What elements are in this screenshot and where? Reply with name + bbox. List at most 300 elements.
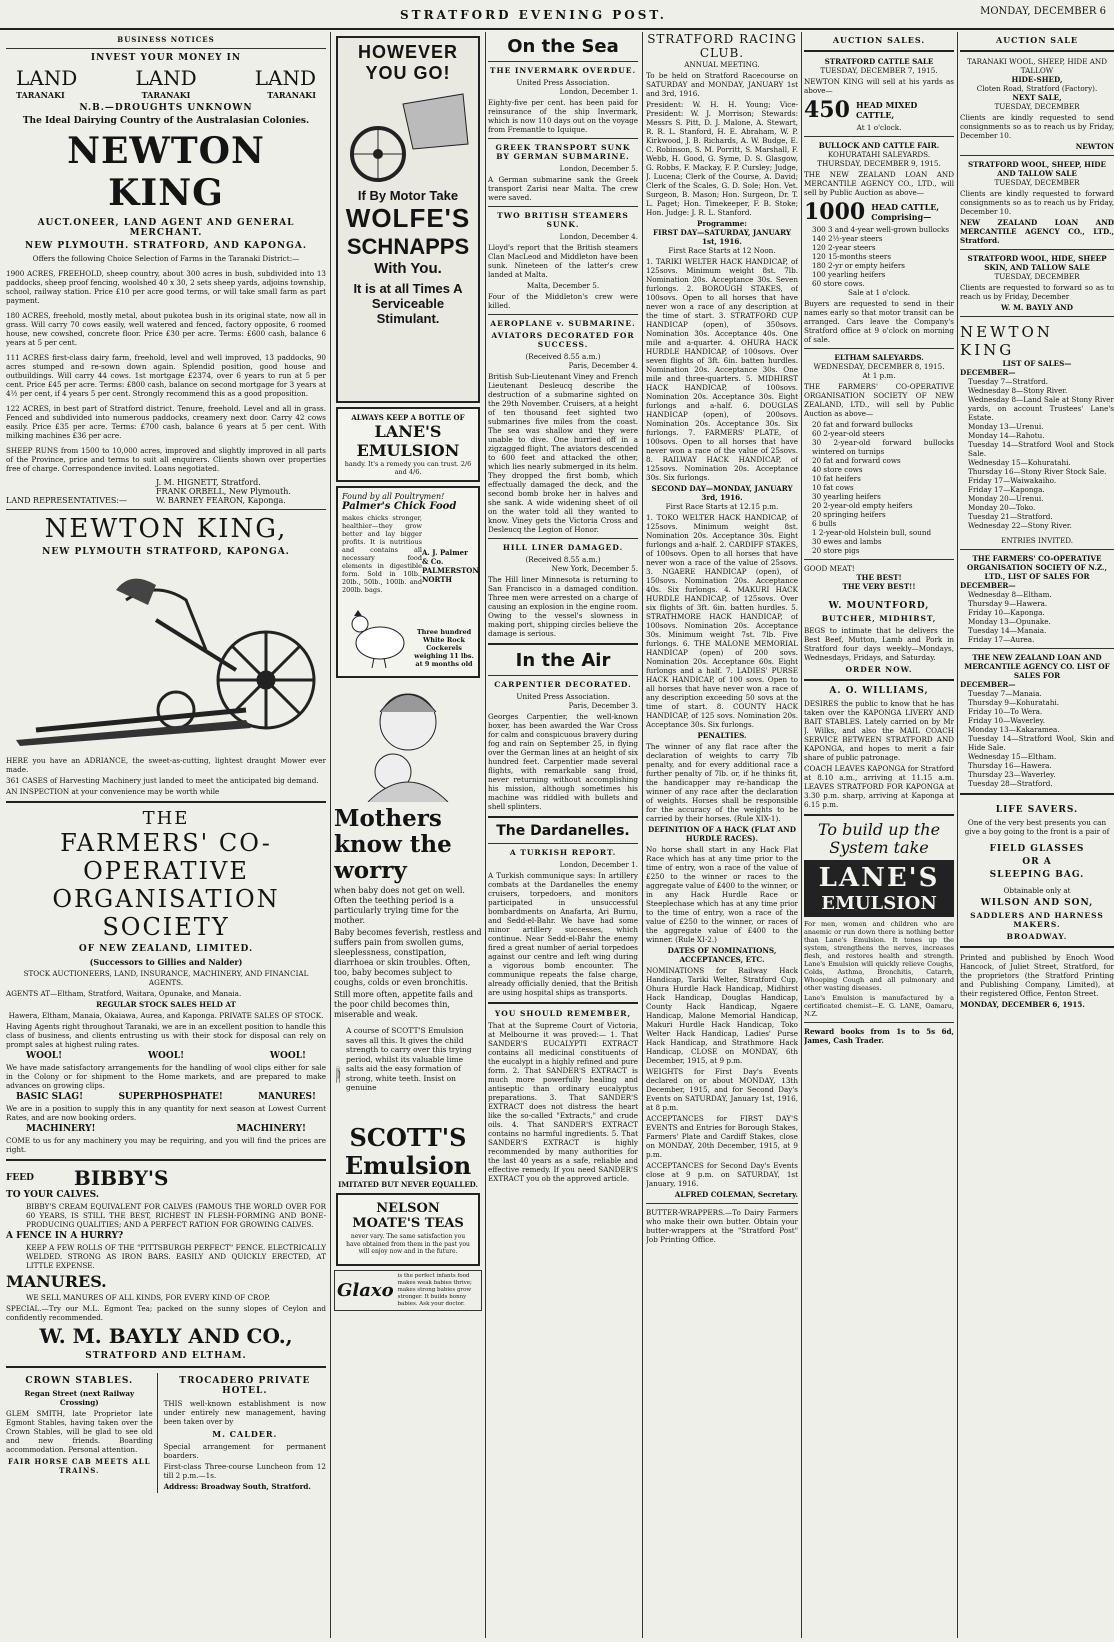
life-savers-text: One of the very best presents you can give a boy going to the front is a pair of (964, 818, 1110, 836)
imprint-date: MONDAY, DECEMBER 6, 1915. (960, 1000, 1085, 1009)
wilson-address: BROADWAY. (1006, 932, 1068, 941)
list-item: Wednesday 8—Stony River. (968, 386, 1068, 395)
mother-child-illustration (348, 682, 468, 802)
lanes-banner-name: LANE'S (818, 863, 940, 893)
received-time: (Received 8.55 a.m.) (525, 555, 601, 564)
bottom-ads (6, 1373, 326, 1493)
fcos-name-3: OF NEW ZEALAND, LIMITED. (78, 944, 254, 954)
auction-heading: AUCTION SALES. (832, 35, 926, 45)
list-item: Tuesday 14—Stratford Wool and Stock Sale. (968, 440, 1114, 458)
list-item: 20 fat and forward bullocks (812, 420, 913, 429)
quantity-number: 450 (804, 97, 850, 123)
second-day-races: 1. TOKO WELTER HACK HANDICAP, of 125sovs. Minimum weight 8st. Nomination 20s. Acceptance 30s. Eight furlongs and a-half. 2. CARDIFF STAKES, of 100sovs. Open to all horses that have never won a race of the value of 25sovs. 3. NGAERE HANDICAP (open), of 150sovs. Nomination 20s. Acceptance 40s. Six furlongs. 4. MAKURI HACK HURDLE HANDICAP, of 125sovs. Over six flights of 3ft. 6in. batten hurdles. 5. STRATHMORE HACK HANDICAP, of 100sovs. Nomination 20s. Acceptance 30s. Minimum weight 7st. 7lb. Five furlongs. 6. THE MALONE MEMORIAL HANDICAP (open) of 200 sovs. Nomination 20s. Acceptance 60s. Eight furlongs and a half. 7. LADIES' PURSE HACK HANDICAP, of 100 sovs. Open to all horses that have never won a race of any description exceeding 50 sovs at the time of start. 8. COUNTY HACK HANDICAP, of 125 sovs. Nomination 20s. Acceptance 30s. Six furlongs. (646, 513, 798, 729)
column-auction-sales (804, 32, 954, 1638)
sale-time: At 1 p.m. (862, 371, 896, 380)
list-item: Wednesday 15—Kohuratahi. (968, 458, 1071, 467)
meeting-details: To be held on Stratford Racecourse on SATURDAY and MONDAY, JANUARY 1st and 3rd, 1916. (646, 71, 798, 98)
wool-text: We have made satisfactory arrangements for the handling of wool clips either for sale in the Colony or for shipment to the Home markets, and are prepared to make advances on growing clips. (6, 1063, 326, 1090)
article-body: Eighty-five per cent. has been paid for reinsurance of the ship Invermark, which is now 110 days out on the voyage from Fremantle to Iquique. (488, 98, 638, 134)
wolfes-name: WOLFE'S (345, 203, 471, 233)
fcos-successors: (Successors to Gillies and Nalder) (89, 957, 243, 967)
headline: AVIATORS DECORATED FOR SUCCESS. (491, 331, 635, 349)
list-item: 20 store pigs (812, 546, 860, 555)
williams-name: A. O. WILLIAMS, (829, 686, 929, 696)
list-item: Friday 17—Aurea. (968, 635, 1035, 644)
column-business-notices (6, 32, 326, 1638)
list-item: 30 2-year-old forward bullocks wintered on turnips (812, 438, 954, 456)
sale-date: THURSDAY, DECEMBER 9, 1915. (817, 159, 941, 168)
dateline: Paris, December 4. (568, 361, 638, 370)
palmers-chick-food-ad (336, 486, 480, 678)
headline: GREEK TRANSPORT SUNK BY GERMAN SUBMARINE. (495, 143, 631, 161)
dateline: London, December 1. (559, 860, 638, 869)
penalties-heading: PENALTIES. (697, 731, 747, 740)
troc-boarders: Special arrangement for permanent boarders. (163, 1442, 326, 1460)
rep-name: W. BARNEY FEARON, Kaponga. (156, 496, 286, 505)
scotts-name: SCOTT'S Emulsion (344, 1123, 472, 1180)
list-item: 10 fat cows (812, 483, 854, 492)
column-rule (957, 32, 958, 1638)
list-item: Tuesday 28—Stratford. (968, 779, 1053, 788)
butcher-title: BUTCHER, MIDHIRST, (821, 614, 937, 623)
sale-date: TUESDAY, DECEMBER (994, 272, 1080, 281)
scotts-block (334, 1024, 482, 1124)
butcher-text: BEGS to intimate that he delivers the Best Beef, Mutton, Lamb and Pork in Stratford four days weekly—Mondays, Wednesdays, Fridays, and Saturday. (804, 626, 954, 662)
butter-wrappers-notice: BUTTER-WRAPPERS.—To Dairy Farmers who make their own butter. Obtain your butter-wrappers at the "Stratford Post" Job Printing Office. (646, 1208, 798, 1244)
glaxo-ad (334, 1270, 482, 1311)
fcos-places: Hawera, Eltham, Manaia, Okaiawa, Aurea, and Kaponga. PRIVATE SALES OF STOCK. (8, 1011, 324, 1020)
williams-text: DESIRES the public to know that he has taken over the KAPONGA LIVERY AND BAIT STABLES. Lately carried on by Mr J. Wilks, and also the MAIL COACH SERVICE BETWEEN STRATFORD AND KAPONGA, and hopes to merit a fair share of public patronage. (804, 699, 954, 762)
offers-line: Offers the following Choice Selection of Farms in the Taranaki District:— (32, 254, 300, 263)
acceptances-text-2: ACCEPTANCES for Second Day's Events close at 9 p.m. on SATURDAY, 1st January, 1916. (646, 1161, 798, 1188)
droughts-line: N.B.—DROUGHTS UNKNOWN (79, 103, 253, 113)
month-heading: DECEMBER— (960, 581, 1016, 590)
fcos-sales-list (960, 590, 1114, 644)
list-item: Monday 14—Rahotu. (968, 431, 1045, 440)
mower-illustration (6, 560, 326, 750)
bibbys-head (6, 1166, 326, 1190)
penalties-text: The winner of any flat race after the declaration of weights to carry 7lb penalty, and for every additional race a further penalty of 7lb. or, if he thinks fit, the handicapper may re-handicap the winner of any race after the declaration of weights. Horses shall be responsible for the accuracy of the weights to be carried by their horses. (Rule XIX-1). (646, 742, 798, 823)
seller-name: NEWTON (1075, 142, 1114, 151)
dardanelles-heading: The Dardanelles. (496, 823, 630, 839)
list-item: Tuesday 14—Stratford Wool, Skin and Hide Sale. (968, 734, 1114, 752)
manures-heading: MANURES. (6, 1272, 107, 1291)
section-heading: BUSINESS NOTICES (117, 35, 215, 44)
land-word: LAND (254, 66, 316, 90)
palmer-company: A. J. Palmer & Co. PALMERSTON NORTH (422, 548, 479, 584)
list-item: 300 3 and 4-year well-grown bullocks (812, 225, 950, 234)
butcher-name: W. MOUNTFORD, (828, 601, 930, 611)
fence-heading: A FENCE IN A HURRY? (6, 1231, 124, 1241)
list-item: 1 2-year-old Holstein bull, sound (812, 528, 932, 537)
list-item: 20 2-year-old empty heifers (812, 501, 913, 510)
list-item: Tuesday 7—Stratford. (968, 377, 1049, 386)
list-sales-heading: LIST OF SALES— (1002, 359, 1072, 368)
sale-title: BULLOCK AND CATTLE FAIR. (818, 141, 940, 150)
list-item: Wednesday 8—Eltham. (968, 590, 1052, 599)
fcos-name-1: FARMERS' CO-OPERATIVE (60, 829, 272, 885)
newton-king-title: NEWTON KING (67, 130, 265, 214)
list-item: Friday 17—Waiwakaiho. (968, 476, 1057, 485)
fcos-sales-title: THE FARMERS' CO-OPERATIVE ORGANISATION SOCIETY OF N.Z., LTD., LIST OF SALES FOR (967, 554, 1107, 581)
sale-text: NEWTON KING will sell at his yards as above— (804, 77, 954, 95)
article-body: British Sub-Lieutenant Viney and French Lieutenant Desleucq describe the destruction of a submarine sighted on the 29th November. Cruisers, at a height of ten thousand feet sighted two submarines five miles from the coast. The sea was shallow and they were unable to dive. One hurried off in a zigzagged flight. The aviators descended to 600 feet and attacked the other, which lies nearly submerged in its helm. They dropped the first bomb, which effectually damaged the deck, and the second bomb broke her in halves and she sank. A wide widening sheet of oil on the water told all they wanted to know. Viney gets the Victoria Cross and Desleucq the Legion of Honor. (488, 372, 638, 534)
farm-listing: 111 ACRES first-class dairy farm, freehold, level and well improved, 13 paddocks, 90 acres stumped and re-sown down again. Splendid position, good house and outbuildings. Will carry 44 cows. 1st mortgage £2374, over 6 years to run at 5 per cent. Price £45 per acre. Terms: £800 cash, balance on second mortgage for 3 years at 4½ per cent, if 4 years 5 per cent. Strongly recommend this as a good proposition. (6, 353, 326, 398)
sale-title: STRATFORD CATTLE SALE (824, 57, 934, 66)
basic-slag: BASIC SLAG! (16, 1092, 84, 1102)
auctioneer-line: AUCT.ONEER, LAND AGENT AND GENERAL MERCHANT. (37, 218, 295, 238)
weights-text: WEIGHTS for First Day's Events declared on or about MONDAY, 13th December, 1915, and for Second Day's Events on SATURDAY, January 1st, 1916, at 8 p.m. (646, 1067, 798, 1112)
crown-title: CROWN STABLES. (25, 1376, 134, 1386)
column-news (488, 32, 638, 1638)
headline: TWO BRITISH STEAMERS SUNK. (497, 211, 629, 229)
troc-owner: M. CALDER. (212, 1429, 278, 1439)
lanes-banner-emulsion: EMULSION (821, 893, 937, 914)
list-item: 180 2-yr or empty heifers (812, 261, 905, 270)
clients-note: Clients are kindly requested to forward consignments so as to reach us by Friday, December 10. (960, 189, 1114, 216)
article-body: A Turkish communique says: In artillery combats at the Dardanelles the enemy cruisers, torpedoers, and monitors participated in unsuccessful bombardments on Anafarta, Ari Burnu, and Sedd-el-Bahr. We have had some minor artillery successes, which continue. Near Sedd-el-Bahr the enemy fired a great number of aerial torpedoes against our centre and left wing during a vigorous bomb encounter. The communique repeats the false charge, already officially denied, that the British are using hospital ships as transports. (488, 871, 638, 997)
harvest-line: 361 CASES of Harvesting Machinery just landed to meet the anticipated big demand. (6, 776, 319, 785)
sale-location: HIDE-SHED, (1011, 75, 1063, 84)
definition-heading: DEFINITION OF A HACK (FLAT AND HURDLE RACES). (648, 825, 796, 843)
meat-heading: GOOD MEAT! (804, 564, 855, 573)
list-item: Tuesday 7—Manaia. (968, 689, 1042, 698)
representatives (6, 478, 326, 505)
month-heading: DECEMBER— (960, 680, 1016, 689)
headline: A TURKISH REPORT. (509, 848, 617, 857)
motor-car-illustration (343, 84, 473, 184)
auction-heading: AUCTION SALE (995, 35, 1079, 45)
column-rule (801, 32, 802, 1638)
sale-text: THE FARMERS' CO-OPERATIVE ORGANISATION SOCIETY OF NEW ZEALAND, LTD., will sell by Public Auction as above— (804, 382, 954, 418)
wool-row (6, 1051, 326, 1061)
list-item: 20 springing heifers (812, 510, 886, 519)
taranaki-row (6, 90, 326, 100)
entries-invited: ENTRIES INVITED. (1000, 536, 1074, 545)
lanes-sub: handy. It's a remedy you can trust. 2/6 and 4/6. (344, 460, 472, 476)
column-rule (642, 32, 643, 1638)
fcos-agents: AGENTS AT—Eltham, Stratford, Waitara, Opunake, and Manaia. (6, 989, 242, 998)
trocadero-ad (164, 1373, 326, 1493)
masthead (0, 0, 1114, 30)
crown-stables-ad (6, 1373, 158, 1493)
sale-date: TUESDAY, DECEMBER (994, 178, 1080, 187)
headline: THE INVERMARK OVERDUE. (489, 66, 637, 75)
list-item: Friday 10—To Wera. (968, 707, 1043, 716)
wool-word: WOOL! (26, 1051, 63, 1061)
list-item: Monday 13—Kakaramea. (968, 725, 1060, 734)
bibbys-word: BIBBY'S (73, 1166, 169, 1190)
sale-date: WEDNESDAY, DECEMBER 8, 1915. (813, 362, 945, 371)
programme-heading: Programme: (697, 219, 747, 228)
calves-line: TO YOUR CALVES. (6, 1190, 99, 1200)
troc-text: THIS well-known establishment is now under entirely new management, having been taken over by (163, 1399, 326, 1426)
sale-address: Cloten Road, Stratford (Factory). (976, 84, 1098, 93)
list-item: Thursday 16—Stony River Stock Sale. (968, 467, 1107, 476)
fcos-the: THE (142, 808, 190, 829)
rep-name: FRANK ORBELL, New Plymouth. (156, 487, 291, 496)
ideal-line: The Ideal Dairying Country of the Australasian Colonies. (22, 116, 310, 126)
list-item: 10 fat heifers (812, 474, 861, 483)
glaxo-name: Glaxo (337, 1279, 394, 1301)
dateline: Paris, December 3. (568, 701, 638, 710)
towns-line-2: NEW PLYMOUTH STRATFORD, KAPONGA. (42, 547, 290, 557)
list-item: 6 bulls (812, 519, 837, 528)
next-sale: NEXT SALE, (1012, 93, 1062, 102)
taranaki-word: TARANAKI (141, 90, 191, 100)
imprint: Printed and published by Enoch Wood Hancock, of Juliet Street, Stratford, for the proprietors (the Stratford Printing and Publishing Company, Limited), at their registered Office, Fenton Street. (960, 953, 1114, 998)
list-item: 60 2-year-old steers (812, 429, 885, 438)
sale-date: TUESDAY, DECEMBER 7, 1915. (820, 66, 938, 75)
palmer-text: makes chicks stronger, healthier—they grow better and lay bigger profits. It is nutritious and contains all necessary food elements in digestible form. Sold in 10lb., 20lb., 50lb., 100lb. and 200lb. bags. (342, 514, 422, 594)
superphosphate: SUPERPHOSPHATE! (118, 1092, 223, 1102)
coach-times: COACH LEAVES KAPONGA for Stratford at 8.10 a.m., arriving at 11.15 a.m. LEAVES STRATFORD FOR KAPONGA at 3.30 p.m. sharp, arriving at Kaponga at 6.15 p.m. (804, 764, 954, 809)
reps-label: LAND REPRESENTATIVES:— (6, 496, 128, 505)
towns-line: NEW PLYMOUTH. STRATFORD, AND KAPONGA. (25, 241, 307, 251)
or-a: OR A (1022, 857, 1052, 867)
dateline: Malta, December 5. (526, 281, 600, 290)
crown-address: Regan Street (next Railway Crossing) (24, 1389, 135, 1407)
obtainable-line: Obtainable only at (1003, 886, 1071, 895)
list-item: Thursday 9—Hawera. (968, 599, 1048, 608)
wool-word: WOOL! (269, 1051, 306, 1061)
list-item: 30 yearling heifers (812, 492, 881, 501)
mothers-headline: Mothers know the worry (334, 805, 452, 884)
cattle-list (804, 225, 954, 288)
month-heading: DECEMBER— (960, 368, 1016, 377)
list-item: Friday 10—Waverley. (968, 716, 1046, 725)
machinery-text: COME to us for any machinery you may be requiring, and you will find the prices are right. (6, 1136, 326, 1154)
wire-credit: United Press Association. (516, 78, 610, 87)
article-body: Four of the Middleton's crew were killed. (488, 292, 638, 310)
sale-quantity (804, 97, 954, 123)
reward-books: Reward books from 1s to 5s 6d, James, Cash Trader. (804, 1027, 954, 1045)
mothers-text: when baby does not get on well. Often the teething period is a particularly trying time for the mother. (334, 886, 465, 925)
land-word: LAND (16, 66, 78, 90)
farm-listing: 122 ACRES, in best part of Stratford district. Tenure, freehold. Level and all in grass. Fenced and subdivided into numerous paddocks, creamery next door. Carry 42 cows easily. Price £35 per acre. Terms: £700 cash, balance 6 years at 5 per cent. With milking machines £36 per acre. (6, 404, 326, 440)
wolfes-if-by: If By Motor Take (357, 188, 459, 203)
field-glasses: FIELD GLASSES (989, 844, 1085, 854)
column-rule (330, 32, 331, 1638)
list-item: Friday 17—Kaponga. (968, 485, 1045, 494)
wilson-trade: SADDLERS AND HARNESS MAKERS. (970, 911, 1104, 929)
list-item: Tuesday 21—Stratford. (968, 512, 1053, 521)
list-item: 20 fat and forward cows (812, 456, 901, 465)
fisherman-illustration (334, 1024, 342, 1124)
second-day-heading: SECOND DAY—MONDAY, JANUARY 3rd, 1916. (651, 484, 793, 502)
nelson-name: NELSON MOATE'S TEAS (352, 1201, 464, 1231)
clients-note: Clients are kindly requested to send consignments so as to reach us by Friday, December 10. (960, 113, 1114, 140)
wire-credit: United Press Association. (516, 692, 610, 701)
list-item: 120 15-months steers (812, 252, 892, 261)
lanes-headline: To build up the System take (817, 820, 941, 857)
fcos-having: Having Agents right throughout Taranaki, we are in an excellent position to handle this class of business, and clients entrusting us with their stock for disposal can rely on prompt sales at highest ruling rates. (6, 1022, 326, 1049)
wool-word: WOOL! (147, 1051, 185, 1061)
annual-meeting: ANNUAL MEETING. (684, 60, 760, 69)
quantity-label: HEAD MIXED CATTLE, (855, 100, 918, 120)
column-rule (485, 32, 486, 1638)
stock-list (804, 420, 954, 555)
list-item: Monday 20—Urenui. (968, 494, 1044, 503)
article-body: That at the Supreme Court of Victoria, at Melbourne it was proved:— 1. That SANDER'S EUCALYPTI EXTRACT contains all medicinal constituents of the eucalypt in a highly refined and pure form. 2. That SANDER'S EXTRACT is much more powerfully healing and antiseptic than ordinary eucalyptus preparations. 3. That SANDER'S EXTRACT does not distress the heart like the so-called "Extracts," and crude oils. 4. That SANDER'S EXTRACT contains no harmful ingredients. 5. That SANDER'S EXTRACT is highly recommended by many authorities for the last 40 years as a safe, reliable and effective remedy. If you need SANDER'S EXTRACT you ob the approved article. (488, 1021, 638, 1183)
definition-text: No horse shall start in any Hack Flat Race which has at any time prior to the time of entry, won a race of the value of £250 to the winner or races to the aggregate value of £400 to the winner, or in any Hack Hurdle Race or Steeplechase which has at any time prior to the time of entry, won a race of the value of £250 to the winner, or races of the aggregate value of £400 to the winner. (Rule XI-2.) (646, 845, 798, 944)
nelson-moate-ad (336, 1193, 480, 1266)
lanes-banner (804, 860, 954, 917)
lanes-name: LANE'S EMULSION (356, 422, 460, 460)
list-item: 40 store cows (812, 465, 863, 474)
schnapps-name: SCHNAPPS (346, 234, 470, 259)
issue-date: MONDAY, DECEMBER 6 (980, 6, 1106, 17)
article-body: Lloyd's report that the British steamers Clan MacLeod and Middleton have been sunk. Nineteen of the latter's crew landed at Malta. (488, 243, 638, 279)
fcos-sales: REGULAR STOCK SALES HELD AT (96, 1000, 236, 1009)
fence-text: KEEP A FEW ROLLS OF THE "PITTSBURGH PERFECT" FENCE. ELECTRICALLY WELDED. STRONG AS IRON BARS. EASILY AND QUICKLY ERECTED, AT LITTLE EXPENSE. (26, 1243, 326, 1270)
article-body: The Hill liner Minnesota is returning to San Francisco in a damaged condition. Three men were arrested on a charge of causing an explosion in the engine room. Owing to the vessel's slowness in making port, shipping circles believe the damage is serious. (488, 575, 638, 638)
machinery-word: MACHINERY! (236, 1124, 306, 1134)
headline: HILL LINER DAMAGED. (502, 543, 624, 552)
first-day-heading: FIRST DAY—SATURDAY, JANUARY 1st, 1916. (653, 228, 791, 246)
dateline: London, December 1. (559, 87, 638, 96)
in-the-air-heading: In the Air (515, 650, 611, 671)
list-item: 60 store cows. (812, 279, 865, 288)
manures-text: We are in a position to supply this in any quantity for next season at Lowest Current Rates, and are now booking orders. (6, 1104, 326, 1122)
list-item: 140 2½-year steers (812, 234, 883, 243)
acceptances-text: ACCEPTANCES for FIRST DAY'S EVENTS and Entries for Borough Stakes, Farmers' Plate and Cardiff Stakes, close on MONDAY, 20th December, 1915, at 9 p.m. (646, 1114, 798, 1159)
manures-word: MANURES! (258, 1092, 316, 1102)
newspaper-title: STRATFORD EVENING POST. (400, 8, 667, 22)
sleeping-bag: SLEEPING BAG. (989, 870, 1085, 880)
sale-quantity (804, 199, 954, 225)
farm-listing: 180 ACRES, freehold, mostly metal, about pukotea bush in its original state, now all in grass. Will carry 70 cows easily, well watered and fenced, factory opposite, 6 roomed house, new cowshed, concrete floor. Price £30 per acre. Terms: £600 cash, balance 6 years at 5 per cent. (6, 311, 326, 347)
newton-king-title-2: NEWTON KING, (44, 514, 288, 544)
sale-location: KOHURATAHI SALEYARDS. (827, 150, 931, 159)
fcos-name-2: ORGANISATION SOCIETY (52, 885, 280, 941)
headline: AEROPLANE v. SUBMARINE. (490, 319, 636, 328)
sale-title: STRATFORD WOOL, SHEEP, HIDE AND TALLOW SALE (967, 160, 1107, 178)
troc-title: TROCADERO PRIVATE HOTEL. (179, 1376, 311, 1396)
machinery-row (6, 1124, 326, 1134)
sale-title: STRATFORD WOOL, HIDE, SHEEP SKIN, AND TALLOW SALE (967, 254, 1107, 272)
list-item: 30 ewes and lambs (812, 537, 882, 546)
bayly-title: W. M. BAYLY AND CO., (39, 1324, 293, 1348)
list-item: Thursday 23—Waverley. (968, 770, 1056, 779)
newton-king-sales-title: NEWTON KING (960, 323, 1053, 359)
club-officers: President: W. H. H. Young; Vice-President: W. J. Morrison; Stewards: Messrs S. Pitt, D. J. Malone, A. Stewart, R. R. L. Stanford, H. E. Abraham, W. P. Kirkwood, J. B. Richards, A. W. Budge, E. C. Robinson, S. M. Porritt, S. Marshall, F. Webb, H. Good, G. Syme, D. S. Glasgow, G. Robbs, F. Mackay, F. P. Cursley; Judge, J. Lucena; Clerk of the Course, A. David; Clerk of the Scales, G. D. Sole; Hon. Vet. Surgeon, B. Mason; Hon. Surgeon, Dr. T. L. Paget; Hon. Timekeeper, F. B. Stoke; Hon. Judge: J. R. L. Stanford. (646, 100, 798, 217)
taranaki-word: TARANAKI (267, 90, 316, 100)
first-day-start: First Race Starts at 12 Noon. (668, 246, 776, 255)
article-body: Georges Carpentier, the well-known boxer, has been awarded the War Cross for calm and conspicuous bravery during fog and rain on September 25, in flying over the German lines at an height of six hundred feet. Carpentier made several flights, with remarkable sang froid, never returning without accomplishing his mission, although sometimes his machine was riddled with bullets and shell splinters. (488, 712, 638, 811)
troc-luncheon: First-class Three-course Luncheon from 12 till 2 p.m.—1s. (163, 1462, 326, 1480)
list-item: Wednesday 15—Eltham. (968, 752, 1057, 761)
scotts-text: A course of SCOTT'S Emulsion saves all this. It gives the child strength to carry over this trying period, whilst its valuable lime salts aid the easy formation of strong, white teeth. Insist on genuine (346, 1026, 472, 1092)
wolfes-at-all: It is at all Times A Serviceable Stimulant. (353, 281, 463, 326)
wolfes-headline: HOWEVER YOU GO! (357, 42, 458, 83)
invest-heading: INVEST YOUR MONEY IN (90, 53, 242, 63)
list-item: Thursday 16—Hawera. (968, 761, 1052, 770)
racing-club-title: STRATFORD RACING CLUB. (647, 32, 797, 60)
mothers-text-3: Still more often, appetite fails and the poor child becomes thin, miserable and weak. (334, 990, 473, 1019)
second-day-start: First Race Starts at 12.15 p.m. (665, 502, 779, 511)
feed-word: FEED (6, 1173, 34, 1183)
life-savers-heading: LIFE SAVERS. (995, 805, 1079, 815)
sale-text: THE NEW ZEALAND LOAN AND MERCANTILE AGENCY CO., LTD., will sell by Public Auction as above— (804, 170, 954, 197)
list-item: Monday 13—Opunake. (968, 617, 1051, 626)
fcos-stock: STOCK AUCTIONEERS, LAND, INSURANCE, MACHINERY, AND FINANCIAL AGENTS. (23, 969, 309, 987)
clients-note: Clients are requested to forward so as to reach us by Friday, December (960, 283, 1114, 301)
rooster-illustration (342, 608, 412, 668)
first-day-races: 1. TARIKI WELTER HACK HANDICAP, of 125sovs. Minimum weight 8st. 7lb. Nomination 20s. Acceptance 30s. Seven furlongs. 2. BOROUGH STAKES, of 100sovs. Open to all horses that have never won a race of any description at the time of start. 3. STRATFORD CUP HANDICAP (open), of 350sovs. Nomination 30s. Acceptance 40s. One mile and a-quarter. 4. OHURA HACK HURDLE HANDICAP, of 100sovs. Over seven flights of 3ft. 6in. batten hurdles. Nomination 20s. Acceptance 30s. One mile and three-quarters. 5. MIDHIRST HACK HANDICAP, of 100sovs. Nomination 20s. Acceptance 30s. Eight furlongs and a-half. 6. DOUGLAS HANDICAP (open), of 200sovs. Nomination 20s. Acceptance 30s. Six furlongs. 7. FARMERS' PLATE, of 100sovs. Open to all horses that have never won a race of the value of 25sovs. 8. RAILWAY HACK HANDICAP, of 125sovs. Nomination 20s. Acceptance 30s. Six furlongs. (646, 257, 798, 482)
dateline: New York, December 5. (551, 564, 638, 573)
crown-cab: FAIR HORSE CAB MEETS ALL TRAINS. (7, 1457, 151, 1475)
manures2-text: WE SELL MANURES OF ALL KINDS, FOR EVERY KIND OF CROP. (26, 1293, 271, 1302)
palmer-white-rock: Three hundred White Rock Cockerels weighing 11 lbs. at 9 months old (414, 628, 474, 668)
meat-best: THE BEST! (856, 573, 902, 582)
list-item: Tuesday 14—Manaia. (968, 626, 1047, 635)
taranaki-word: TARANAKI (16, 90, 65, 100)
seller-name: W. M. BAYLY AND (1001, 303, 1073, 312)
nzl-sales-title: THE NEW ZEALAND LOAN AND MERCANTILE AGENCY CO. LIST OF SALES FOR (964, 653, 1110, 680)
dates-heading: DATES OF NOMINATIONS, ACCEPTANCES, ETC. (667, 946, 777, 964)
wolfes-schnapps-ad (336, 36, 480, 403)
land-word: LAND (135, 66, 197, 90)
nzl-sales-list (960, 689, 1114, 788)
lanes-emulsion-ad (336, 407, 480, 482)
dateline: London, December 5. (559, 164, 638, 173)
sale-date: TUESDAY, DECEMBER (994, 102, 1080, 111)
scotts-imitated: IMITATED BUT NEVER EQUALLED. (338, 1180, 478, 1189)
troc-address: Address: Broadway South, Stratford. (163, 1482, 311, 1491)
column-auction-sale (960, 32, 1114, 1638)
dates-text: NOMINATIONS for Railway Hack Handicap, Tariki Welter, Stratford Cup, Ohura Hurdle Hack Handicap, Midhirst Hack Handicap, Douglas Handicap, County Hack Handicap, Ngaere Handicap, Malone Memorial Handicap, Makuri Hurdle Hack Handicap, Toko Welter Hack Handicap, Ladies' Purse Hack Handicap, and Strathmore Hack Handicap, CLOSE on MONDAY, 6th December, 1915, at 9 p.m. (646, 966, 798, 1065)
inspection-line: AN INSPECTION at your convenience may be worth while (6, 787, 220, 796)
received-time: (Received 8.55 a.m.) (525, 352, 601, 361)
crown-text: GLEM SMITH, late Proprietor late Egmont Stables, having taken over the Crown Stables, will be glad to see old and new friends. Boarding accommodation. Personal attention. (6, 1409, 153, 1454)
lanes-maker: Lane's Emulsion is manufactured by a certificated chemist—E. G. LANE, Oamaru, N.Z. (804, 994, 954, 1018)
list-item: Monday 20—Toko. (968, 503, 1036, 512)
palmer-name: Palmer's Chick Food (342, 501, 457, 512)
list-item: Wednesday 8—Land Sale at Stony River yards, on account Trustees' Lane's Estate. (968, 395, 1114, 422)
glaxo-text: is the perfect infants food makes weak babies thrive; makes strong babies grow stronger. It builds bonny babies. Ask your doctor. (397, 1272, 472, 1307)
column-racing-club (646, 32, 798, 1638)
list-item: Monday 13—Urenui. (968, 422, 1044, 431)
bibbys-text: BIBBY'S CREAM EQUIVALENT FOR CALVES (FAMOUS THE WORLD OVER FOR 60 YEARS, IS STILL THE BEST, RICHEST IN FLESH-FORMING AND BONE-PRODUCING QUALITIES; AND A PERFECT RATION FOR GROWING CALVES. (26, 1202, 326, 1229)
lanes-always: ALWAYS KEEP A BOTTLE OF (351, 413, 465, 422)
manures-row (6, 1092, 326, 1102)
column-advertisements (334, 32, 482, 1638)
wolfes-with-you: With You. (374, 260, 442, 277)
sale-time: Sale at 1 o'clock. (848, 288, 910, 297)
list-item: Friday 10—Kaponga. (968, 608, 1045, 617)
list-item: 100 yearling heifers (812, 270, 886, 279)
nelson-text: never vary. The same satisfaction you have obtained from them in the past you will enjoy now and in the future. (346, 1233, 470, 1255)
seller-name: NEW ZEALAND LOAN AND MERCANTILE AGENCY CO., LTD., Stratford. (960, 218, 1114, 245)
farm-listing: 1900 ACRES, FREEHOLD, sheep country, about 300 acres in bush, subdivided into 13 paddocks, sheep proof fencing, woolshed 40 x 30, 2 sets sheep yards, adjoins township, school, railway station. Price £10 per acre good terms, or will take small farm as part payment. (6, 269, 326, 305)
headline: YOU SHOULD REMEMBER, (494, 1009, 632, 1018)
palmer-headline: Found by all Poultrymen! (342, 492, 445, 501)
sales-list (960, 377, 1114, 530)
mower-caption: HERE you have an ADRIANCE, the sweet-as-cutting, lightest draught Mower ever made. (6, 756, 326, 774)
quantity-number: 1000 (804, 199, 866, 225)
buyers-note: Buyers are requested to send in their names early so that motor transit can be arranged. Cars leave the Company's Stratford office at 9 o'clock on morning of sale. (804, 299, 954, 344)
headline: CARPENTIER DECORATED. (494, 680, 632, 689)
mothers-text-2: Baby becomes feverish, restless and suffers pain from swollen gums, sleeplessness, constipation, diarrhoea or skin troubles. Often, too, baby becomes subject to coughs, colds or even bronchitis. (334, 928, 482, 987)
machinery-word: MACHINERY! (26, 1124, 96, 1134)
list-item: 120 2-year steers (812, 243, 876, 252)
farm-listing: SHEEP RUNS from 1500 to 10,000 acres, improved and slightly improved in all parts of the Province, price and terms to suit all enquirers. Clients shown over properties free of charge. Correspondence invited. Loans negotiated. (6, 446, 326, 473)
bayly-sub: STRATFORD AND ELTHAM. (85, 1351, 247, 1361)
article-body: A German submarine sank the Greek transport Zarisi near Malta. The crew were saved. (488, 175, 638, 202)
meat-very-best: THE VERY BEST!! (842, 582, 916, 591)
dateline: London, December 4. (559, 232, 638, 241)
